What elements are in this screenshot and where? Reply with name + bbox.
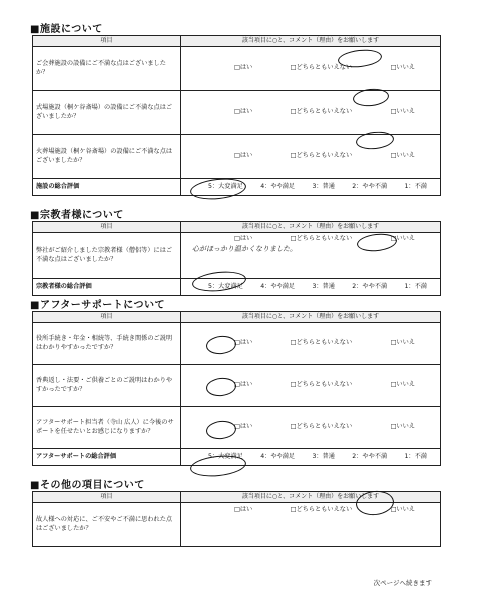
- option-yes[interactable]: □はい: [234, 108, 253, 115]
- question-text: 故人様への対応に、ご不安やご不満に思われた点はございましたか？: [33, 503, 181, 547]
- answer-cell: [181, 365, 441, 407]
- option-neither[interactable]: □どちらともいえない: [290, 423, 353, 430]
- rating-3[interactable]: 3：普通: [312, 182, 335, 190]
- option-neither[interactable]: □どちらともいえない: [290, 339, 353, 346]
- option-no[interactable]: □いいえ: [390, 423, 415, 430]
- answer-cell: [181, 47, 441, 91]
- option-yes[interactable]: □はい: [234, 339, 253, 346]
- answer-cell: [181, 323, 441, 365]
- evaluation-label: 施設の総合評価: [33, 179, 181, 196]
- question-text: 香典返し・法要・ご供養ごとのご説明はわかりやすかったですか？: [33, 365, 181, 407]
- answer-cell: [181, 135, 441, 179]
- question-text: 弊社がご紹介しました宗教者様（僧侶等）にはご不満な点はございましたか？: [33, 233, 181, 279]
- rating-1[interactable]: 1：不満: [404, 282, 427, 290]
- other-table: [32, 491, 441, 547]
- answer-cell: [181, 407, 441, 449]
- rating-2[interactable]: 2：やや不満: [352, 452, 388, 460]
- rating-cell: [181, 179, 441, 196]
- answer-cell: [181, 503, 441, 547]
- handwritten-comment: 心がほっかり温かくなりました。: [192, 244, 297, 253]
- option-yes[interactable]: □はい: [234, 381, 253, 388]
- section-title-facility: ■施設について: [30, 24, 103, 35]
- rating-3[interactable]: 3：普通: [312, 452, 335, 460]
- option-yes[interactable]: □はい: [234, 64, 253, 71]
- column-header-item: 項目: [33, 36, 181, 47]
- column-header-instruction: 該当項目に○と、コメント（理由）をお願いします: [181, 492, 441, 503]
- rating-4[interactable]: 4：やや満足: [260, 282, 296, 290]
- option-yes[interactable]: □はい: [234, 506, 253, 513]
- answer-cell: [181, 91, 441, 135]
- column-header-item: 項目: [33, 222, 181, 233]
- option-yes[interactable]: □はい: [234, 235, 253, 242]
- continue-note: 次ページへ続きます: [373, 579, 432, 587]
- question-text: アフターサポート担当者（寺山 広人）に今後のサポートを任せたいとお感じになりますか？: [33, 407, 181, 449]
- section-title-religious: ■宗教者様について: [30, 210, 124, 221]
- option-neither[interactable]: □どちらともいえない: [290, 152, 353, 159]
- rating-5[interactable]: 5：大変満足: [208, 282, 243, 290]
- option-no[interactable]: □いいえ: [390, 108, 415, 115]
- rating-cell: [181, 449, 441, 466]
- rating-4[interactable]: 4：やや満足: [260, 182, 296, 190]
- rating-cell: [181, 279, 441, 296]
- column-header-item: 項目: [33, 492, 181, 503]
- column-header-instruction: 該当項目に○と、コメント（理由）をお願いします: [181, 36, 441, 47]
- evaluation-label: アフターサポートの総合評価: [33, 449, 181, 466]
- option-yes[interactable]: □はい: [234, 423, 253, 430]
- option-no[interactable]: □いいえ: [390, 235, 415, 242]
- section-title-other: ■その他の項目について: [30, 480, 145, 491]
- option-no[interactable]: □いいえ: [390, 381, 415, 388]
- question-text: 式場施設（桐ケ谷斎場）の設備にご不満な点はございましたか？: [33, 91, 181, 135]
- rating-2[interactable]: 2：やや不満: [352, 182, 388, 190]
- aftersupport-table: [32, 311, 441, 466]
- religious-table: [32, 221, 441, 296]
- section-title-aftersupport: ■アフターサポートについて: [30, 300, 166, 311]
- rating-3[interactable]: 3：普通: [312, 282, 335, 290]
- column-header-instruction: 該当項目に○と、コメント（理由）をお願いします: [181, 222, 441, 233]
- rating-4[interactable]: 4：やや満足: [260, 452, 296, 460]
- option-neither[interactable]: □どちらともいえない: [290, 64, 353, 71]
- column-header-instruction: 該当項目に○と、コメント（理由）をお願いします: [181, 312, 441, 323]
- option-neither[interactable]: □どちらともいえない: [290, 506, 353, 513]
- evaluation-label: 宗教者様の総合評価: [33, 279, 181, 296]
- option-no[interactable]: □いいえ: [390, 339, 415, 346]
- question-text: 役所手続き・年金・相続等、手続き関係のご説明はわかりやすかったですか？: [33, 323, 181, 365]
- option-no[interactable]: □いいえ: [390, 506, 415, 513]
- rating-5[interactable]: 5：大変満足: [208, 452, 243, 460]
- option-neither[interactable]: □どちらともいえない: [290, 381, 353, 388]
- facility-table: [32, 35, 441, 196]
- option-neither[interactable]: □どちらともいえない: [290, 108, 353, 115]
- rating-5[interactable]: 5：大変満足: [208, 182, 243, 190]
- question-text: ご会葬施設の設備にご不満な点はございましたか？: [33, 47, 181, 91]
- option-neither[interactable]: □どちらともいえない: [290, 235, 353, 242]
- option-no[interactable]: □いいえ: [390, 64, 415, 71]
- answer-cell: [181, 233, 441, 279]
- rating-1[interactable]: 1：不満: [404, 452, 427, 460]
- option-yes[interactable]: □はい: [234, 152, 253, 159]
- rating-2[interactable]: 2：やや不満: [352, 282, 388, 290]
- column-header-item: 項目: [33, 312, 181, 323]
- rating-1[interactable]: 1：不満: [404, 182, 427, 190]
- option-no[interactable]: □いいえ: [390, 152, 415, 159]
- question-text: 火葬場施設（桐ケ谷斎場）の設備にご不満な点はございましたか？: [33, 135, 181, 179]
